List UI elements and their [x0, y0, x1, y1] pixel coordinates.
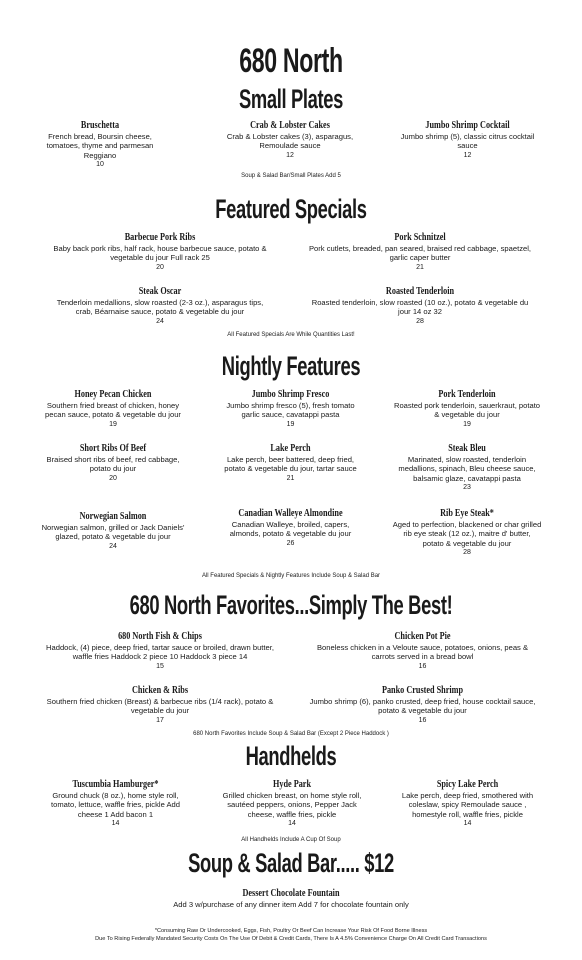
menu-item-pork-schnitzel	[305, 232, 535, 272]
item-desc: French bread, Boursin cheese, tomatoes, thyme and parmesan Reggiano	[46, 132, 154, 160]
item-desc: Aged to perfection, blackened or char grilled rib eye steak (12 oz.), maitre d' butter, potato & vegetable du jour	[392, 520, 542, 548]
item-price: 12	[463, 151, 472, 159]
item-desc: Braised short ribs of beef, red cabbage, potato du jour	[46, 455, 180, 474]
item-name: Canadian Walleye Almondine	[238, 508, 343, 519]
item-price: 28	[463, 549, 471, 557]
item-desc: Jumbo shrimp (5), classic citrus cocktail sauce	[400, 132, 535, 151]
menu-item-dessert-chocolate-fountain	[140, 888, 442, 909]
section-title-small-plates: Small Plates	[238, 84, 344, 114]
item-price: 21	[416, 263, 424, 271]
restaurant-title: 680 North	[239, 42, 343, 80]
menu-item-steak-bleu	[392, 443, 542, 493]
item-name: Rib Eye Steak*	[440, 508, 494, 519]
item-name: Hyde Park	[272, 779, 312, 790]
menu-item-chicken-pot-pie	[305, 631, 540, 671]
item-desc: Boneless chicken in a Veloute sauce, potatoes, onions, peas & carrots served in a bread bowl	[316, 643, 529, 662]
small-plates-note: Soup & Salad Bar/Small Plates Add 5	[241, 173, 341, 179]
item-price: 19	[109, 420, 117, 428]
item-name: Lake Perch	[270, 443, 311, 454]
item-price: 16	[418, 662, 427, 670]
favorites-note: 680 North Favorites Include Soup & Salad Bar (Except 2 Piece Haddock )	[193, 731, 389, 737]
item-name: Barbecue Pork Ribs	[124, 232, 196, 243]
section-title-handhelds: Handhelds	[245, 741, 337, 771]
item-price: 17	[156, 716, 164, 724]
item-name: Steak Oscar	[138, 286, 182, 297]
item-name: Honey Pecan Chicken	[74, 389, 152, 400]
item-desc: Lake perch, deep fried, smothered with coleslaw, spicy Remoulade sauce , homestyle roll, waffle fries, pickle	[401, 791, 534, 819]
menu-item-lake-perch	[218, 443, 363, 483]
section-title-featured-specials: Featured Specials	[215, 194, 367, 224]
menu-item-crab-lobster-cakes	[220, 120, 360, 160]
menu-item-steak-oscar	[50, 286, 270, 326]
item-price: 23	[463, 484, 471, 492]
menu-item-spicy-lake-perch	[400, 779, 535, 829]
menu-item-panko-crusted-shrimp	[305, 685, 540, 725]
item-price: 24	[109, 542, 117, 550]
item-name: Pork Schnitzel	[394, 232, 446, 243]
item-price: 20	[109, 474, 117, 482]
item-name: Jumbo Shrimp Fresco	[251, 389, 330, 400]
item-desc: Jumbo shrimp (6), panko crusted, deep fried, house cocktail sauce, potato & vegetable du jour	[309, 697, 536, 716]
nightly-features-note: All Featured Specials & Nightly Features Include Soup & Salad Bar	[201, 573, 381, 579]
item-price: 16	[418, 716, 427, 724]
item-name: Chicken & Ribs	[131, 685, 189, 696]
featured-specials-note: All Featured Specials Are While Quantities Last!	[227, 332, 355, 338]
menu-item-rib-eye-steak	[392, 508, 542, 558]
menu-item-chicken-and-ribs	[40, 685, 280, 725]
menu-item-roasted-tenderloin	[305, 286, 535, 326]
item-name: Dessert Chocolate Fountain	[242, 888, 340, 899]
item-name: Jumbo Shrimp Cocktail	[425, 120, 510, 131]
item-desc: Ground chuck (8 oz.), home style roll, tomato, lettuce, waffle fries, pickle Add cheese 1 Add bacon 1	[50, 791, 181, 819]
item-name: Tuscumbia Hamburger*	[72, 779, 159, 790]
item-desc: Tenderloin medallions, slow roasted (2-3 oz.), asparagus tips, crab, Béarnaise sauce, potato & vegetable du jour	[56, 298, 264, 317]
item-price: 15	[156, 662, 164, 670]
section-title-favorites: 680 North Favorites...Simply The Best!	[129, 590, 453, 620]
item-name: Norwegian Salmon	[79, 511, 147, 522]
item-price: 21	[286, 474, 295, 482]
menu-item-barbecue-pork-ribs	[50, 232, 270, 272]
item-price: 24	[156, 317, 164, 325]
item-price: 12	[286, 151, 294, 159]
menu-item-canadian-walleye	[218, 508, 363, 548]
menu-item-tuscumbia-hamburger	[48, 779, 183, 829]
menu-item-honey-pecan-chicken	[38, 389, 188, 429]
item-price: 28	[416, 317, 424, 325]
item-name: Pork Tenderloin	[438, 389, 496, 400]
item-price: 26	[286, 539, 295, 547]
menu-item-short-ribs-of-beef	[38, 443, 188, 483]
item-desc: Southern fried chicken (Breast) & barbecue ribs (1/4 rack), potato & vegetable du jour	[46, 697, 274, 716]
item-desc: Pork cutlets, breaded, pan seared, braised red cabbage, spaetzel, garlic caper butter	[308, 244, 532, 263]
menu-item-hyde-park	[222, 779, 362, 829]
disclaimer-raw-food: *Consuming Raw Or Undercooked, Eggs, Fish, Poultry Or Beef Can Increase Your Risk Of Food Borne Illness	[154, 928, 428, 934]
item-desc: Add 3 w/purchase of any dinner item Add 7 for chocolate fountain only	[173, 900, 409, 909]
menu-item-norwegian-salmon	[38, 511, 188, 551]
menu-item-fish-and-chips	[40, 631, 280, 671]
item-desc: Norwegian salmon, grilled or Jack Daniels' glazed, potato & vegetable du jour	[41, 523, 185, 542]
item-desc: Crab & Lobster cakes (3), asparagus, Remoulade sauce	[226, 132, 354, 151]
item-desc: Lake perch, beer battered, deep fried, potato & vegetable du jour, tartar sauce	[224, 455, 357, 474]
item-name: Steak Bleu	[448, 443, 486, 454]
item-price: 20	[156, 263, 164, 271]
item-name: Chicken Pot Pie	[394, 631, 451, 642]
item-price: 14	[111, 820, 120, 828]
item-price: 14	[463, 820, 472, 828]
item-name: Panko Crusted Shrimp	[381, 685, 464, 696]
item-price: 19	[286, 420, 295, 428]
section-title-soup-salad-bar: Soup & Salad Bar..... $12	[188, 848, 394, 878]
item-desc: Roasted pork tenderloin, sauerkraut, potato & vegetable du jour	[393, 401, 541, 420]
item-name: Bruschetta	[80, 120, 120, 131]
item-desc: Jumbo shrimp fresco (5), fresh tomato garlic sauce, cavatappi pasta	[226, 401, 355, 420]
item-desc: Baby back pork ribs, half rack, house barbecue sauce, potato & vegetable du jour Full rack 25	[53, 244, 267, 263]
item-name: Roasted Tenderloin	[385, 286, 455, 297]
section-title-nightly-features: Nightly Features	[221, 351, 361, 381]
menu-item-bruschetta	[35, 120, 165, 170]
item-desc: Grilled chicken breast, on home style roll, sautéed peppers, onions, Pepper Jack cheese, waffle fries, pickle	[222, 791, 362, 819]
item-desc: Marinated, slow roasted, tenderloin medallions, spinach, Bleu cheese sauce, balsamic glaze, cavatappi pasta	[398, 455, 536, 483]
menu-item-jumbo-shrimp-fresco	[218, 389, 363, 429]
item-name: Short Ribs Of Beef	[79, 443, 147, 454]
item-desc: Canadian Walleye, broiled, capers, almonds, potato & vegetable du jour	[229, 520, 352, 539]
item-name: Spicy Lake Perch	[436, 779, 499, 790]
item-price: 10	[96, 161, 104, 169]
menu-item-pork-tenderloin	[392, 389, 542, 429]
item-desc: Haddock, (4) piece, deep fried, tartar sauce or broiled, drawn butter, waffle fries Haddock 2 piece 10 Haddock 3 piece 14	[46, 643, 274, 662]
menu-item-jumbo-shrimp-cocktail	[400, 120, 535, 160]
item-desc: Roasted tenderloin, slow roasted (10 oz.), potato & vegetable du jour 14 oz 32	[311, 298, 529, 317]
item-name: Crab & Lobster Cakes	[250, 120, 330, 131]
disclaimer-credit-card: Due To Rising Federally Mandated Security Costs On The Use Of Debit & Credit Cards, There Is A 4.5% Convenience Charge On All Credit Card Transactions	[95, 936, 487, 942]
handhelds-note: All Handhelds Include A Cup Of Soup	[241, 837, 341, 843]
item-desc: Southern fried breast of chicken, honey pecan sauce, potato & vegetable du jour	[45, 401, 181, 420]
item-price: 14	[288, 820, 296, 828]
item-name: 680 North Fish & Chips	[118, 631, 202, 642]
item-price: 19	[463, 420, 471, 428]
